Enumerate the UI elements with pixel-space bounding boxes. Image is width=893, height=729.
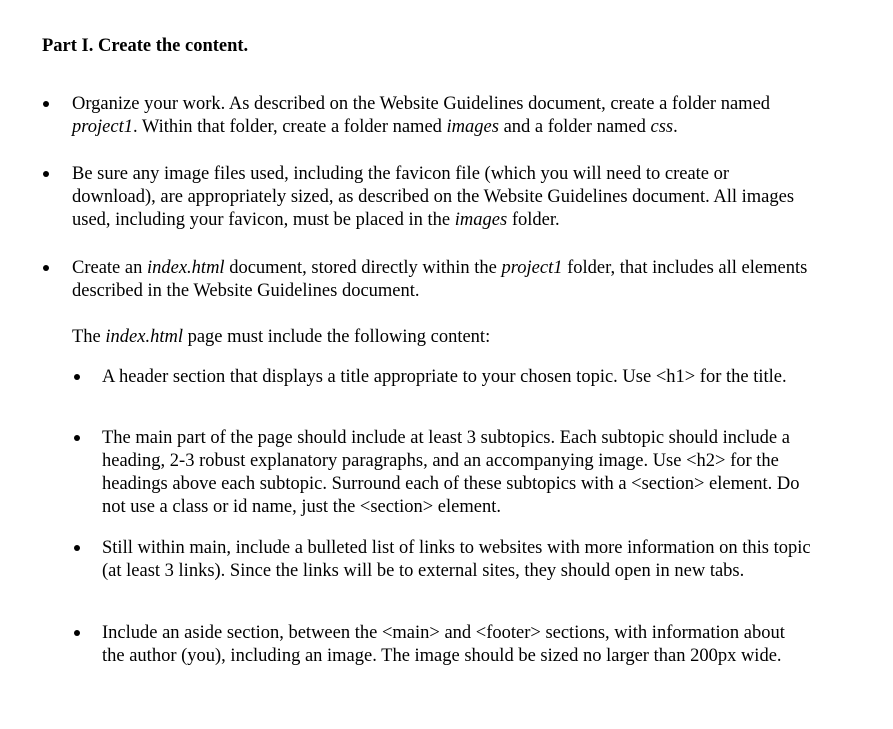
italic-term: css — [650, 117, 674, 137]
bullet-icon — [74, 545, 80, 551]
bullet-image-files — [72, 163, 817, 232]
italic-term: index.html — [147, 258, 225, 278]
bullet-icon — [43, 101, 49, 107]
bullet-icon — [43, 171, 49, 177]
bullet-organize-work — [72, 93, 812, 139]
sub-bullet-main-subtopics: The main part of the page should include at least 3 subtopics. Each subtopic should include a heading, 2-3 robust explanatory paragraphs, and an accompanying image. Use <h2> for the headings above each subtopic. Surround each of these subtopics with a <section> element. Do not use a class or id name, just the <section> element. — [102, 428, 800, 517]
sub-bullet-aside: Include an aside section, between the <main> and <footer> sections, with information about the author (you), including an image. The image should be sized no larger than 200px wide. — [102, 623, 785, 666]
text-segment: and a folder named — [498, 117, 651, 137]
italic-term: images — [454, 210, 508, 230]
text-segment: Be sure any image files used, including the favicon file (which you will need to create or download), are appropriately sized, as described on the Website Guidelines document. All images used, including your favicon, must be placed in the — [72, 164, 795, 230]
bullet-icon — [74, 435, 80, 441]
text-segment: . — [673, 117, 678, 137]
content-intro — [72, 326, 812, 349]
italic-term: project1 — [72, 117, 133, 137]
text-segment: The — [72, 327, 106, 347]
bullet-create-index — [72, 257, 812, 303]
italic-term: images — [446, 117, 499, 137]
text-segment: page must include the following content: — [182, 327, 491, 347]
bullet-icon — [74, 630, 80, 636]
italic-term: index.html — [105, 327, 183, 347]
bullet-icon — [43, 265, 49, 271]
text-segment: folder. — [507, 210, 560, 230]
text-segment: Organize your work. As described on the Website Guidelines document, create a folder named — [72, 94, 771, 114]
text-segment: document, stored directly within the — [224, 258, 502, 278]
sub-bullet-links-list: Still within main, include a bulleted list of links to websites with more information on this topic (at least 3 links). Since the links will be to external sites, they should open in new tabs. — [102, 538, 811, 581]
text-segment: . Within that folder, create a folder named — [132, 117, 447, 137]
sub-bullet-header: A header section that displays a title appropriate to your chosen topic. Use <h1> for the title. — [102, 367, 787, 387]
text-segment: Create an — [72, 258, 147, 278]
text-segment: folder, that includes all elements described in the Website Guidelines document. — [72, 258, 808, 301]
section-heading: Part I. Create the content. — [42, 36, 249, 56]
bullet-icon — [74, 374, 80, 380]
italic-term: project1 — [501, 258, 563, 278]
